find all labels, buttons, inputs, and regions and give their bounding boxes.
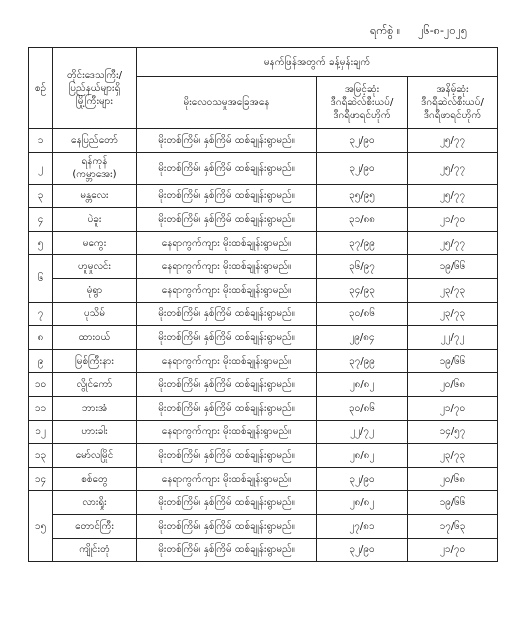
row-number: ၈ [29, 326, 53, 350]
min-temp-cell: ၂၃/၇၃ [408, 278, 498, 302]
weather-cell: နေရာကွက်ကျား မိုးထစ်ချုန်းရွာမည်။ [137, 349, 317, 373]
city-cell: ဘားအံ [53, 396, 137, 420]
max-temp-cell: ၂၈/၈၂ [317, 491, 408, 515]
table-row [29, 184, 498, 208]
max-temp-cell: ၃၄/၉၃ [317, 278, 408, 302]
min-temp-cell: ၂၃/၇၃ [408, 444, 498, 468]
date-label: ရက်စွဲ ။ [370, 24, 401, 37]
min-temp-cell: ၁၇/၆၃ [408, 514, 498, 538]
city-cell: စစ်တွေ [53, 467, 137, 491]
table-row [29, 326, 498, 350]
max-temp-cell: ၃၅/၉၅ [317, 184, 408, 208]
row-number: ၁၂ [29, 420, 53, 444]
weather-cell: မိုးတစ်ကြိမ်၊ နှစ်ကြိမ် ထစ်ချုန်းရွာမည်။ [137, 514, 317, 538]
row-number: ၁၃ [29, 444, 53, 468]
max-temp-cell: ၂၈/၈၂ [317, 373, 408, 397]
col-header-min-temp: အနိမ့်ဆုံး ဒီဂရီဆဲလ်စီးယပ်/ ဒီဂရီဖာရင်ဟိုက် [408, 77, 498, 129]
min-temp-cell: ၂၁/၇၀ [408, 538, 498, 562]
min-temp-cell: ၂၅/၇၇ [408, 152, 498, 184]
col-header-region: တိုင်းဒေသကြီး/ ပြည်နယ်များရှိ မြို့ကြီးများ [53, 48, 137, 129]
city-cell: မုံရွာ [53, 278, 137, 302]
city-cell: လွိုင်ကော် [53, 373, 137, 397]
max-temp-cell: ၃၂/၉၀ [317, 152, 408, 184]
table-row [29, 129, 498, 153]
table-row [29, 538, 498, 562]
city-cell: မြစ်ကြီးနား [53, 349, 137, 373]
table-row [29, 396, 498, 420]
table-row [29, 444, 498, 468]
city-cell: တောင်ကြီး [53, 514, 137, 538]
weather-cell: မိုးတစ်ကြိမ်၊ နှစ်ကြိမ် ထစ်ချုန်းရွာမည်။ [137, 152, 317, 184]
row-number: ၄ [29, 208, 53, 232]
table-body [29, 129, 498, 562]
min-temp-cell: ၁၉/၆၆ [408, 349, 498, 373]
max-temp-cell: ၃၇/၉၉ [317, 231, 408, 255]
min-temp-cell: ၂၁/၇၀ [408, 396, 498, 420]
city-cell: မန္တလေး [53, 184, 137, 208]
min-temp-cell: ၂၀/၆၈ [408, 373, 498, 397]
row-number: ၁၄ [29, 467, 53, 491]
min-temp-cell: ၂၀/၆၈ [408, 467, 498, 491]
row-number: ၁၀ [29, 373, 53, 397]
city-cell: ကျိုင်းတုံ [53, 538, 137, 562]
weather-cell: နေရာကွက်ကျား မိုးထစ်ချုန်းရွာမည်။ [137, 255, 317, 279]
max-temp-cell: ၂၂/၇၂ [317, 420, 408, 444]
col-header-forecast-group: မနက်ဖြန်အတွက် ခန့်မှန်းချက် [137, 48, 498, 77]
row-number: ၁၅ [29, 491, 53, 562]
max-temp-cell: ၃၂/၉၀ [317, 129, 408, 153]
min-temp-cell: ၂၁/၇၀ [408, 208, 498, 232]
min-temp-cell: ၁၄/၅၇ [408, 420, 498, 444]
row-number: ၆ [29, 255, 53, 302]
row-number: ၇ [29, 302, 53, 326]
weather-cell: မိုးတစ်ကြိမ်၊ နှစ်ကြိမ် ထစ်ချုန်းရွာမည်။ [137, 302, 317, 326]
weather-cell: မိုးတစ်ကြိမ်၊ နှစ်ကြိမ် ထစ်ချုန်းရွာမည်။ [137, 444, 317, 468]
row-number: ၅ [29, 231, 53, 255]
table-row [29, 373, 498, 397]
weather-cell: နေရာကွက်ကျား မိုးထစ်ချုန်းရွာမည်။ [137, 467, 317, 491]
table-header [29, 48, 498, 129]
weather-cell: နေရာကွက်ကျား မိုးထစ်ချုန်းရွာမည်။ [137, 420, 317, 444]
weather-cell: နေရာကွက်ကျား မိုးထစ်ချုန်းရွာမည်။ [137, 278, 317, 302]
min-temp-cell: ၁၉/၆၆ [408, 491, 498, 515]
min-temp-cell: ၂၅/၇၇ [408, 129, 498, 153]
max-temp-cell: ၃၀/၈၆ [317, 302, 408, 326]
max-temp-cell: ၂၈/၈၂ [317, 444, 408, 468]
max-temp-cell: ၂၉/၈၄ [317, 326, 408, 350]
weather-cell: မိုးတစ်ကြိမ်၊ နှစ်ကြိမ် ထစ်ချုန်းရွာမည်။ [137, 208, 317, 232]
city-cell: မော်လမြိုင် [53, 444, 137, 468]
table-row [29, 255, 498, 279]
city-cell: လားရှိုး [53, 491, 137, 515]
table-row [29, 349, 498, 373]
max-temp-cell: ၃၂/၉၀ [317, 467, 408, 491]
table-row [29, 152, 498, 184]
max-temp-cell: ၃၂/၉၀ [317, 538, 408, 562]
table-row [29, 208, 498, 232]
weather-cell: မိုးတစ်ကြိမ်၊ နှစ်ကြိမ် ထစ်ချုန်းရွာမည်။ [137, 129, 317, 153]
row-number: ၁ [29, 129, 53, 153]
weather-cell: နေရာကွက်ကျား မိုးထစ်ချုန်းရွာမည်။ [137, 231, 317, 255]
table-row [29, 420, 498, 444]
row-number: ၂ [29, 152, 53, 184]
date-value: ၂၆-၈-၂၀၂၅ [418, 24, 468, 37]
min-temp-cell: ၂၃/၇၃ [408, 302, 498, 326]
forecast-table [28, 47, 498, 562]
city-cell: ဟားခါး [53, 420, 137, 444]
min-temp-cell: ၂၂/၇၂ [408, 326, 498, 350]
min-temp-cell: ၂၅/၇၇ [408, 231, 498, 255]
city-cell: ပဲခူး [53, 208, 137, 232]
max-temp-cell: ၃၀/၈၆ [317, 396, 408, 420]
max-temp-cell: ၃၁/၈၈ [317, 208, 408, 232]
max-temp-cell: ၃၇/၉၉ [317, 349, 408, 373]
max-temp-cell: ၂၇/၈၁ [317, 514, 408, 538]
city-cell: ထားဝယ် [53, 326, 137, 350]
table-row [29, 491, 498, 515]
max-temp-cell: ၃၆/၉၇ [317, 255, 408, 279]
table-row [29, 514, 498, 538]
weather-cell: မိုးတစ်ကြိမ်၊ နှစ်ကြိမ် ထစ်ချုန်းရွာမည်။ [137, 396, 317, 420]
col-header-max-temp: အမြင့်ဆုံး ဒီဂရီဆဲလ်စီးယပ်/ ဒီဂရီဖာရင်ဟိုက် [317, 77, 408, 129]
table-row [29, 278, 498, 302]
table-row [29, 231, 498, 255]
row-number: ၃ [29, 184, 53, 208]
weather-cell: မိုးတစ်ကြိမ်၊ နှစ်ကြိမ် ထစ်ချုန်းရွာမည်။ [137, 184, 317, 208]
city-cell: ပုသိမ် [53, 302, 137, 326]
min-temp-cell: ၁၉/၆၆ [408, 255, 498, 279]
city-cell: ဟူမှုလင်း [53, 255, 137, 279]
city-cell: နေပြည်တော် [53, 129, 137, 153]
row-number: ၉ [29, 349, 53, 373]
date-line [370, 24, 500, 40]
row-number: ၁၁ [29, 396, 53, 420]
table-row [29, 302, 498, 326]
table-row [29, 467, 498, 491]
weather-cell: မိုးတစ်ကြိမ်၊ နှစ်ကြိမ် ထစ်ချုန်းရွာမည်။ [137, 326, 317, 350]
city-cell: ရန်ကုန် (ကမ္ဘာအေး) [53, 152, 137, 184]
weather-cell: မိုးတစ်ကြိမ်၊ နှစ်ကြိမ် ထစ်ချုန်းရွာမည်။ [137, 373, 317, 397]
col-header-no: စဉ် [29, 48, 53, 129]
city-cell: မကွေး [53, 231, 137, 255]
weather-cell: မိုးတစ်ကြိမ်၊ နှစ်ကြိမ် ထစ်ချုန်းရွာမည်။ [137, 538, 317, 562]
min-temp-cell: ၂၅/၇၇ [408, 184, 498, 208]
weather-cell: မိုးတစ်ကြိမ်၊ နှစ်ကြိမ် ထစ်ချုန်းရွာမည်။ [137, 491, 317, 515]
col-header-weather: မိုးလေဝသမှုအခြေအနေ [137, 77, 317, 129]
